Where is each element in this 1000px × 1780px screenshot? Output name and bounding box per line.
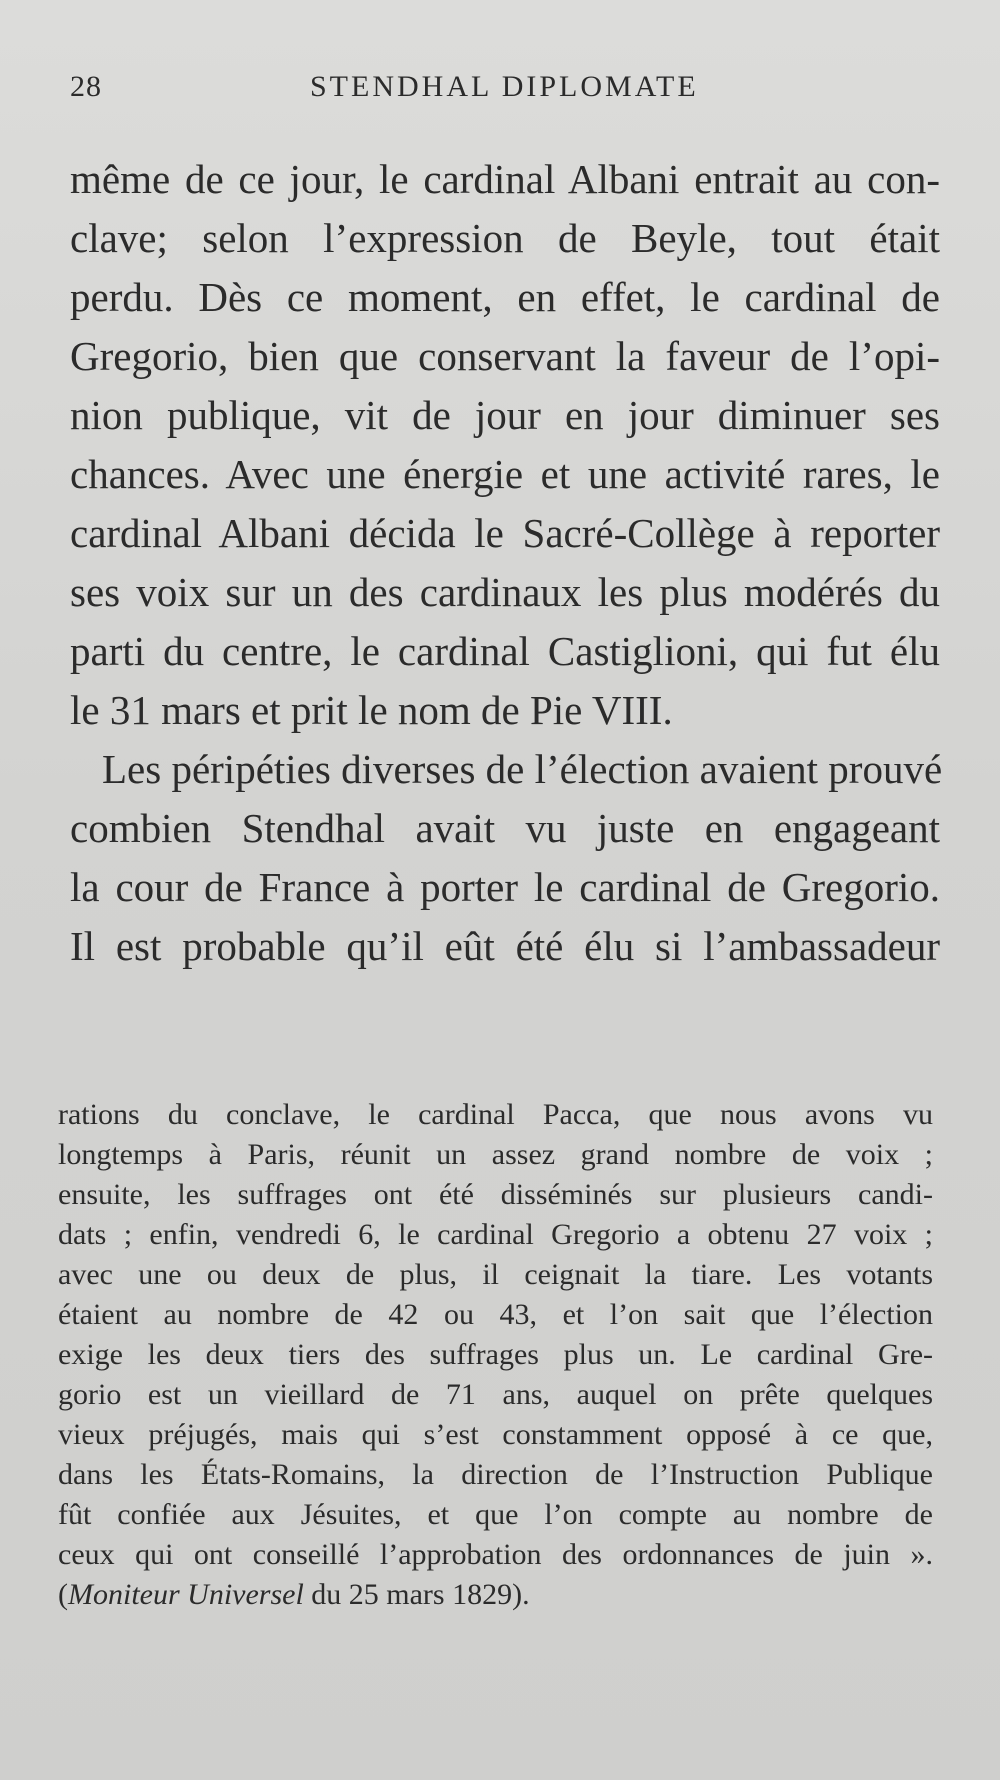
footnote-line: ensuite, les suffrages ont été disséminés sur plusieurs candi- (58, 1178, 933, 1211)
citation-date: du 25 mars 1829). (303, 1578, 530, 1611)
page-header (70, 70, 940, 120)
running-title: STENDHAL DIPLOMATE (310, 70, 699, 103)
footnote-line: dats ; enfin, vendredi 6, le cardinal Gregorio a obtenu 27 voix ; (58, 1218, 933, 1251)
main-text-line: Gregorio, bien que conservant la faveur de l’opi- (70, 333, 940, 379)
main-text-line: même de ce jour, le cardinal Albani entrait au con- (70, 156, 940, 202)
main-text-line: Les péripéties diverses de l’élection avaient prouvé (102, 746, 943, 792)
main-text-line: combien Stendhal avait vu juste en engageant (70, 805, 940, 851)
footnote-line: vieux préjugés, mais qui s’est constamment opposé à ce que, (58, 1418, 933, 1451)
footnote-line: longtemps à Paris, réunit un assez grand nombre de voix ; (58, 1138, 933, 1171)
main-text-line: nion publique, vit de jour en jour diminuer ses (70, 392, 940, 438)
main-text-line: parti du centre, le cardinal Castiglioni, qui fut élu (70, 628, 940, 674)
footnote-block (58, 1095, 933, 1615)
page-number: 28 (70, 70, 102, 103)
main-text-line: chances. Avec une énergie et une activité rares, le (70, 451, 940, 497)
main-text-line: clave; selon l’expression de Beyle, tout était (70, 215, 940, 261)
citation-open-paren: ( (58, 1578, 68, 1611)
citation-source-title: Moniteur Universel (68, 1578, 304, 1611)
footnote-line: gorio est un vieillard de 71 ans, auquel on prête quelques (58, 1378, 933, 1411)
main-text-line: Il est probable qu’il eût été élu si l’ambassadeur (70, 923, 940, 969)
footnote-line: exige les deux tiers des suffrages plus un. Le cardinal Gre- (58, 1338, 933, 1371)
footnote-line: étaient au nombre de 42 ou 43, et l’on sait que l’élection (58, 1298, 933, 1331)
main-text-line: ses voix sur un des cardinaux les plus modérés du (70, 569, 940, 615)
main-text-line: la cour de France à porter le cardinal de Gregorio. (70, 864, 940, 910)
footnote-citation (58, 1575, 933, 1615)
footnote-line: avec une ou deux de plus, il ceignait la tiare. Les votants (58, 1258, 933, 1291)
main-text-block (70, 150, 943, 976)
main-text-line: le 31 mars et prit le nom de Pie VIII. (70, 687, 673, 733)
footnote-line: ceux qui ont conseillé l’approbation des ordonnances de juin ». (58, 1538, 933, 1571)
main-text-line: perdu. Dès ce moment, en effet, le cardinal de (70, 274, 940, 320)
footnote-line: fût confiée aux Jésuites, et que l’on compte au nombre de (58, 1498, 933, 1531)
footnote-line: rations du conclave, le cardinal Pacca, que nous avons vu (58, 1098, 933, 1131)
footnote-line: dans les États-Romains, la direction de l’Instruction Publique (58, 1458, 933, 1491)
main-text-line: cardinal Albani décida le Sacré-Collège à reporter (70, 510, 940, 556)
